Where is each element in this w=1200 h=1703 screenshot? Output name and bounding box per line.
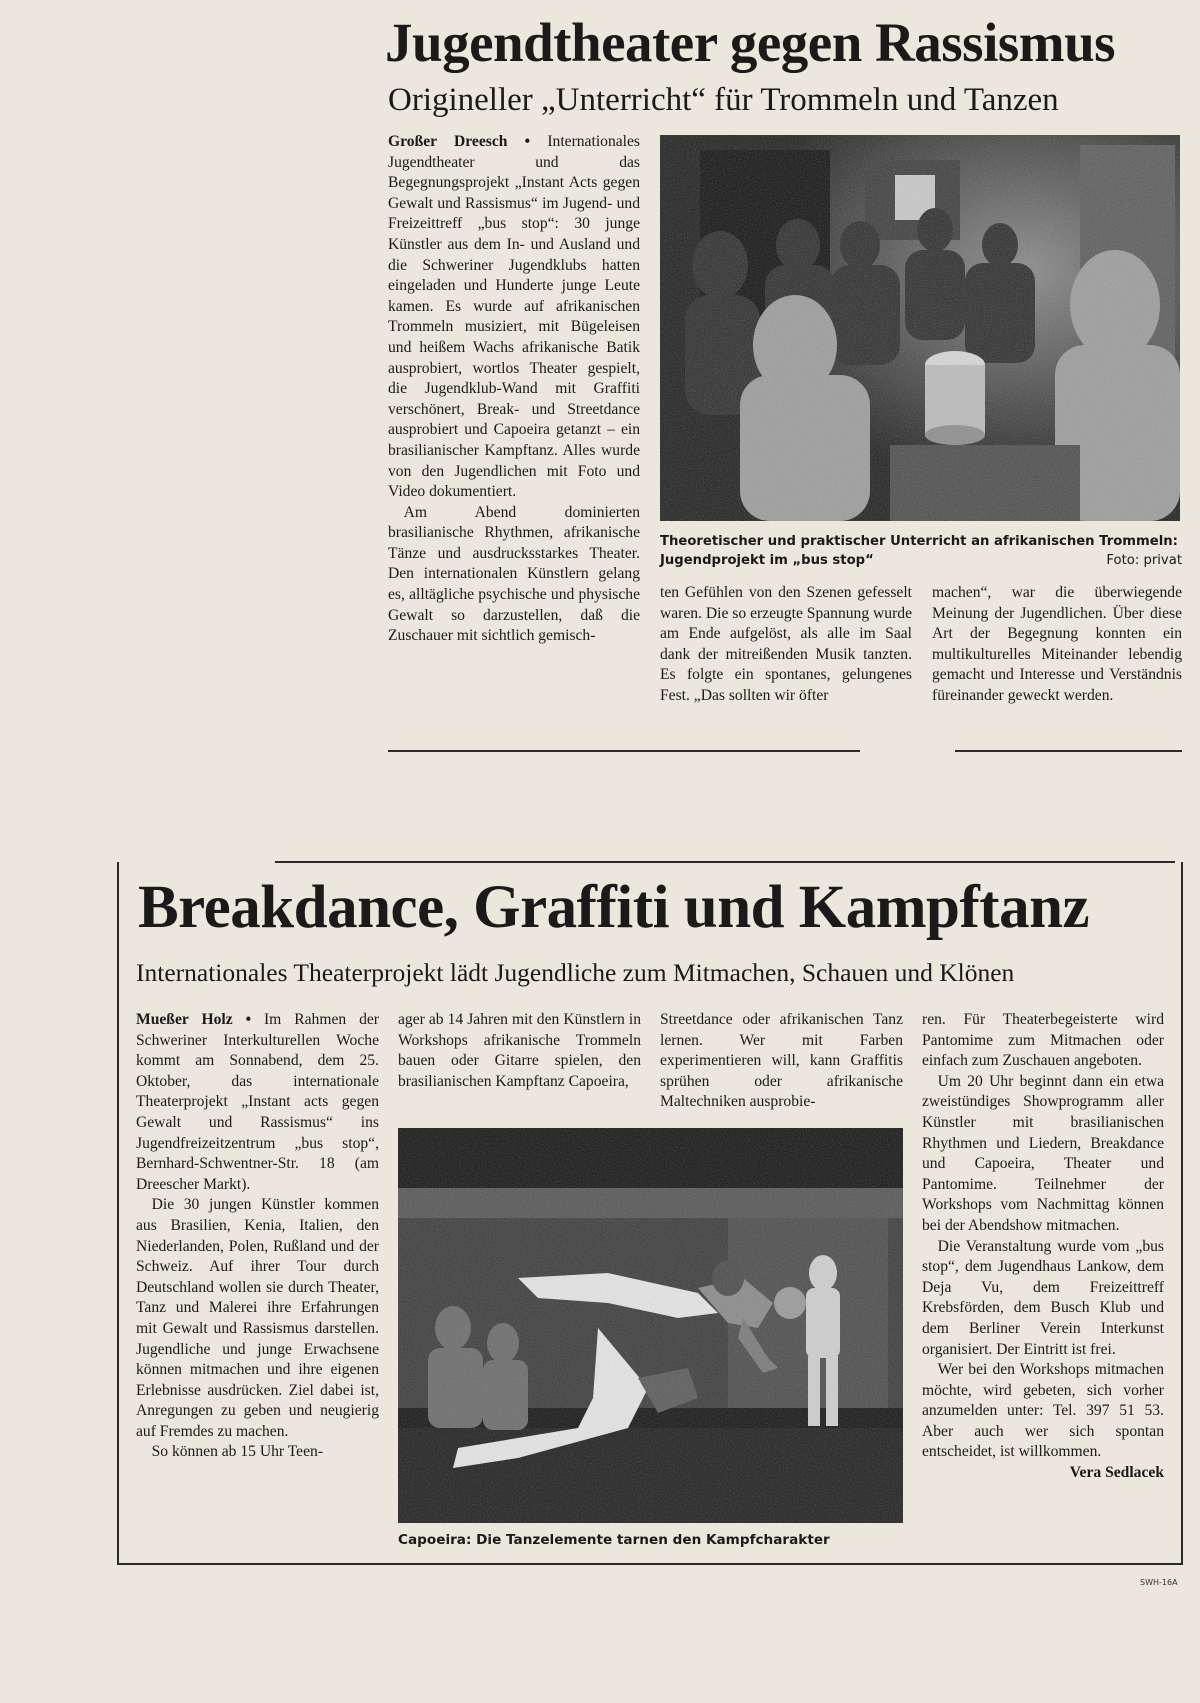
article2-author: Vera Sedlacek bbox=[1069, 1464, 1164, 1482]
article1-headline: Jugendtheater gegen Rassismus bbox=[385, 12, 1116, 73]
article2-paragraph bbox=[136, 1010, 379, 1195]
article2-paragraph: ren. Für Theaterbegeisterte wird Pantomime zum Mitmachen oder einfach zum Zuschauen angeboten. bbox=[922, 1011, 1164, 1070]
article2-paragraph: Um 20 Uhr beginnt dann ein etwa zweistündiges Showprogramm aller Künstler mit brasilianischen Rhythmen und Liedern, Breakdance und Capoeira, Theater und Pantomime. Teilnehmer der Workshops vom Nachmittag können bei der Abendshow mitmachen. bbox=[922, 1072, 1164, 1234]
article1-column-2 bbox=[660, 583, 912, 707]
article2-column-3 bbox=[660, 1010, 903, 1113]
article2-photo-capoeira bbox=[398, 1128, 903, 1523]
article2-column-1 bbox=[136, 1010, 379, 1463]
article1-paragraph: machen“, war die überwiegende Meinung der Jugendlichen. Über diese Art der Begegnung konnten ein multikulturelles Miteinander lebendig gemacht und Interesse und Verständnis füreinander geweckt werden. bbox=[932, 584, 1182, 704]
article1-subhead: Origineller „Unterricht“ für Trommeln und Tanzen bbox=[388, 82, 1059, 118]
article1-end-rule bbox=[955, 750, 1182, 752]
article2-body-text: Im Rahmen der Schweriner Interkulturellen Woche kommt am Sonnabend, dem 25. Oktober, das internationale Theaterprojekt „Instant acts gegen Gewalt und Rassismus“ ins Jugendfreizeitzentrum „bus stop“, Bernhard-Schwentner-Str. 18 (am Dreescher Markt). bbox=[136, 1011, 379, 1193]
article2-column-2 bbox=[398, 1010, 641, 1092]
article2-column-4 bbox=[922, 1010, 1164, 1484]
article1-column-1 bbox=[388, 132, 640, 647]
article1-photo-drumming bbox=[660, 135, 1180, 521]
article2-paragraph: So können ab 15 Uhr Teen- bbox=[151, 1443, 324, 1461]
article1-caption-text: Theoretischer und praktischer Unterricht an afrikanischen Trommeln: Jugendprojekt im „bus stop“ bbox=[660, 534, 1178, 568]
article2-photo-caption: Capoeira: Die Tanzelemente tarnen den Kampfcharakter bbox=[398, 1532, 830, 1548]
article2-subhead: Internationales Theaterprojekt lädt Jugendliche zum Mitmachen, Schauen und Klönen bbox=[136, 958, 1015, 987]
article1-paragraph: Am Abend dominierten brasilianische Rhythmen, afrikanische Tänze und ausdrucksstarkes Theater. Den internationalen Künstlern gelang es, alltägliche psychische und physische Gewalt so darzustellen, daß die Zuschauer mit sichtlich gemisch- bbox=[388, 503, 640, 645]
article1-photo-credit: Foto: privat bbox=[1106, 553, 1182, 568]
article2-paragraph: ager ab 14 Jahren mit den Künstlern in Workshops afrikanische Trommeln bauen oder Gitarre spielen, den brasilianischen Kampftanz Capoeira, bbox=[398, 1011, 641, 1090]
article2-frame-top-rule bbox=[275, 861, 1175, 863]
article1-end-rule bbox=[388, 750, 860, 752]
article2-dateline: Mueßer Holz • bbox=[136, 1011, 252, 1028]
article1-photo-caption bbox=[660, 532, 1182, 570]
article1-paragraph bbox=[388, 132, 640, 503]
article1-body-text: Internationales Jugendtheater und das Begegnungsprojekt „Instant Acts gegen Gewalt und Rassismus“ im Jugend- und Freizeittreff „bus stop“: 30 junge Künstler aus dem In- und Ausland und die Schweriner Jugendklubs hatten eingeladen und Hunderte junge Leute kamen. Es wurde auf afrikanischen Trommeln musiziert, mit Bügeleisen und heißem Wachs afrikanische Batik ausprobiert, wortlos Theater gespielt, die Jugendklub-Wand mit Graffiti verschönert, Break- und Streetdance ausprobiert und Capoeira getanzt – ein brasilianischer Kampftanz. Alles wurde von den Jugendlichen mit Foto und Video dokumentiert. bbox=[388, 133, 640, 501]
article2-headline: Breakdance, Graffiti und Kampftanz bbox=[138, 874, 1090, 941]
article2-body-text: Wer bei den Workshops mitmachen möchte, wird gebeten, sich vorher anzumelden unter: Tel. 397 51 53. Aber auch wer sich spontan entscheidet, ist willkommen. bbox=[922, 1361, 1164, 1461]
article1-paragraph: ten Gefühlen von den Szenen gefesselt waren. Die so erzeugte Spannung wurde am Ende aufgelöst, als alle im Saal dank der mitreißenden Musik tanzten. Es folgte ein spontanes, gelungenes Fest. „Das sollten wir öfter bbox=[660, 584, 913, 704]
article2-paragraph bbox=[922, 1360, 1164, 1482]
article1-dateline: Großer Dreesch • bbox=[388, 133, 531, 150]
article2-paragraph: Die Veranstaltung wurde vom „bus stop“, dem Jugendhaus Lankow, dem Deja Vu, dem Freizeittreff Krebsförden, dem Busch Klub und dem Berliner Verein Interkunst organisiert. Der Eintritt ist frei. bbox=[922, 1237, 1164, 1358]
archive-mark: SWH-16A bbox=[1140, 1578, 1178, 1587]
article2-paragraph: Die 30 jungen Künstler kommen aus Brasilien, Kenia, Italien, den Niederlanden, Polen, Rußland und der Schweiz. Auf ihrer Tour durch Deutschland wollen sie durch Theater, Tanz und Malerei ihre Erfahrungen mit Gewalt und Rassismus darstellen. Jugendliche und junge Erwachsene können mitmachen und ihre eigenen Erlebnisse ausdrücken. Ziel dabei ist, Anregungen zu geben und neugierig auf Fremdes zu machen. bbox=[136, 1196, 379, 1440]
article1-column-3 bbox=[932, 583, 1182, 707]
article2-paragraph: Streetdance oder afrikanischen Tanz lernen. Wer mit Farben experimentieren will, kann Graffitis sprühen oder afrikanische Maltechniken ausprobie- bbox=[660, 1011, 903, 1111]
